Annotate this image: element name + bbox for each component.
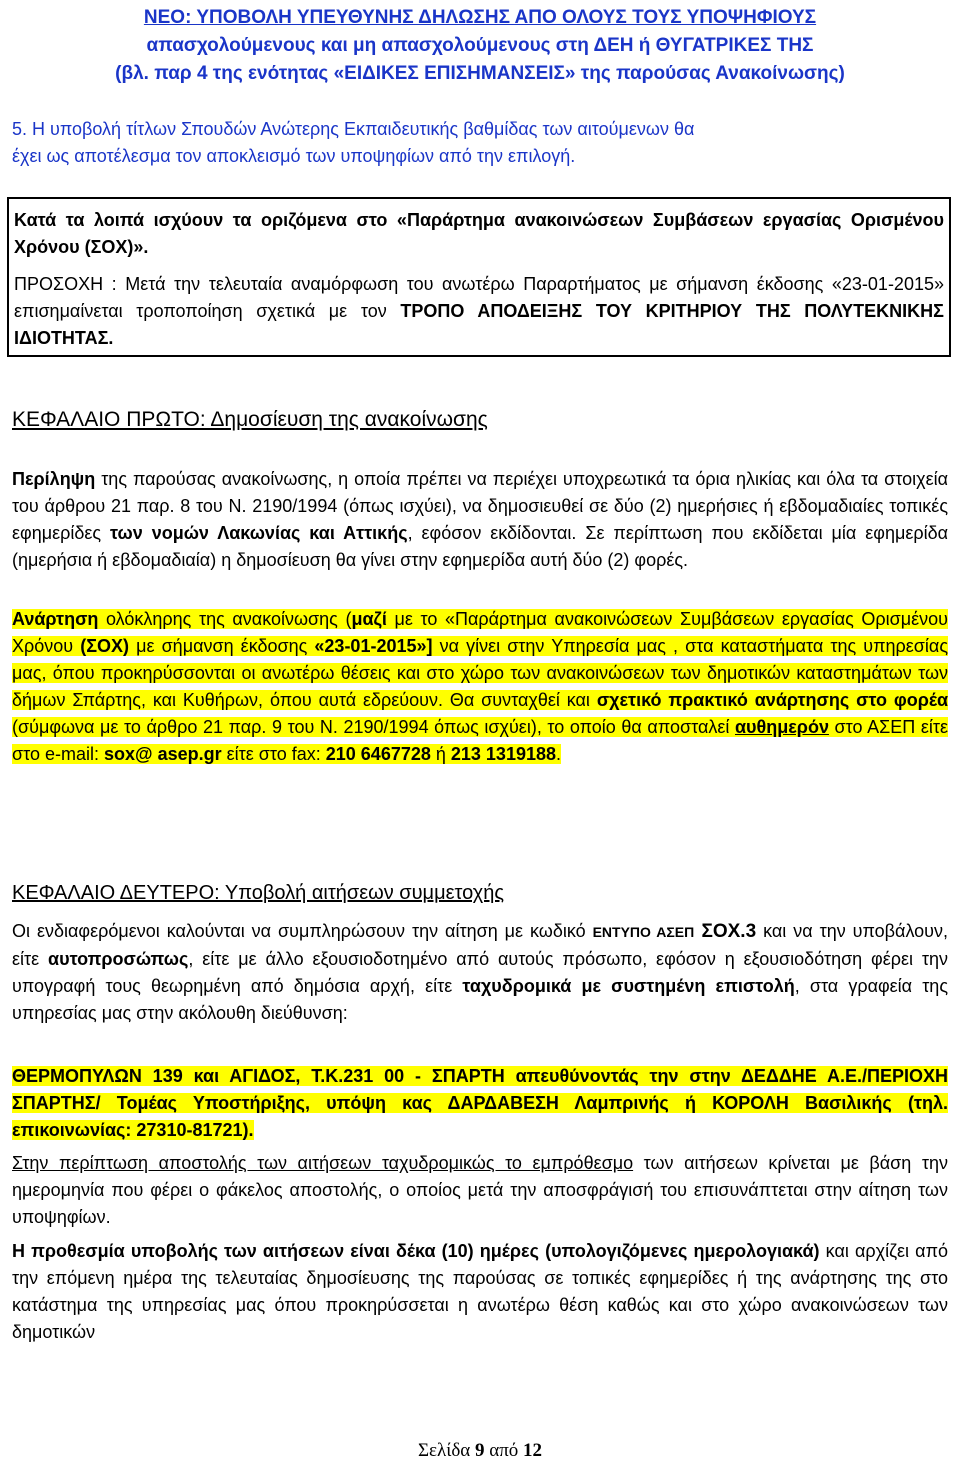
item-5-line-1: 5. Η υποβολή τίτλων Σπουδών Ανώτερης Εκπαιδευτικής βαθμίδας των αιτούμενων θα	[12, 119, 695, 139]
notice-line-2: απασχολούμενους και μη απασχολούμενους στη ΔΕΗ ή ΘΥΓΑΤΡΙΚΕΣ ΤΗΣ	[146, 35, 814, 56]
chapter-1-title: ΚΕΦΑΛΑΙΟ ΠΡΩΤΟ: Δημοσίευση της ανακοίνωσης	[12, 408, 488, 431]
page-footer: Σελίδα 9 από 12	[417, 1440, 543, 1461]
chapter-2-intro: Οι ενδιαφερόμενοι καλούνται να συμπληρώσουν την αίτηση με κωδικό ΕΝΤΥΠΟ ΑΣΕΠ ΣΟΧ.3 και να την υποβάλουν, είτε αυτοπροσώπως, είτε με άλλο εξουσιοδοτημένο από αυτούς πρόσωπο, εφόσον η εξουσιοδότηση φέρει την υπογραφή τους θεωρημένη από δημόσια αρχή, είτε ταχυδρομικά με συστημένη επιστολή, στα γραφεία της υπηρεσίας μας στην ακόλουθη διεύθυνση:	[12, 921, 949, 1023]
notice-box	[7, 197, 951, 357]
chapter-2-title: ΚΕΦΑΛΑΙΟ ΔΕΥΤΕΡΟ: Υποβολή αιτήσεων συμμετοχής	[12, 882, 504, 904]
chapter-2-deadline: Η προθεσμία υποβολής των αιτήσεων είναι δέκα (10) ημέρες (υπολογιζόμενες ημερολογιακά) και αρχίζει από την επόμενη ημέρα της τελευταίας δημοσίευσης της παρούσας σε τοπικές εφημερίδες ή της ανάρτησης της στο κατάστημα της υπηρεσίας μας όπου προκηρύσσεται η ανωτέρω θέση καθώς και στο χώρο ανακοινώσεων των δημοτικών	[12, 1241, 949, 1342]
item-5-line-2: έχει ως αποτέλεσμα τον αποκλεισμό των υποψηφίων από την επιλογή.	[12, 146, 576, 166]
box-paragraph-2: ΠΡΟΣΟΧΗ : Μετά την τελευταία αναμόρφωση του ανωτέρω Παραρτήματος με σήμανση έκδοσης «23-01-2015» επισημαίνεται τροποποίηση σχετικά με τον ΤΡΟΠΟ ΑΠΟΔΕΙΞΗΣ ΤΟΥ ΚΡΙΤΗΡΙΟΥ ΤΗΣ ΠΟΛΥΤΕΚΝΙΚΗΣ ΙΔΙΟΤΗΤΑΣ.	[14, 274, 944, 348]
chapter-2-address: ΘΕΡΜΟΠΥΛΩΝ 139 και ΑΓΙΔΟΣ, Τ.Κ.231 00 - ΣΠΑΡΤΗ απευθύνοντάς την στην ΔΕΔΔΗΕ Α.Ε./ΠΕΡΙΟΧΗ ΣΠΑΡΤΗΣ/ Τομέας Υποστήριξης, υπόψη κας ΔΑΡΔΑΒΕΣΗ Λαμπρινής ή ΚΟΡΟΛΗ Βασιλικής (τηλ. επικοινωνίας: 27310-81721).	[12, 1066, 948, 1140]
chapter-1-posting: Ανάρτηση ολόκληρης της ανακοίνωσης (μαζί με το «Παράρτημα ανακοινώσεων Συμβάσεων εργασίας Ορισμένου Χρόνου (ΣΟΧ) με σήμανση έκδοσης «23-01-2015»] να γίνει στην Υπηρεσία μας , στα καταστήματα της υπηρεσίας μας, όπου προκηρύσσονται οι ανωτέρω θέσεις και στο χώρο των ανακοινώσεων των δημοτικών καταστημάτων των δήμων Σπάρτης, και Κυθήρων, όπου αυτά εδρεύουν. Θα συνταχθεί και σχετικό πρακτικό ανάρτησης στο φορέα (σύμφωνα με το άρθρο 21 παρ. 9 του Ν. 2190/1994 όπως ισχύει), το οποίο θα αποσταλεί αυθημερόν στο ΑΣΕΠ είτε στο e-mail: sox@ asep.gr είτε στο fax: 210 6467728 ή 213 1319188.	[12, 609, 949, 764]
notice-line-3: (βλ. παρ 4 της ενότητας «ΕΙΔΙΚΕΣ ΕΠΙΣΗΜΑΝΣΕΙΣ» της παρούσας Ανακοίνωσης)	[115, 63, 845, 84]
notice-line-1: ΝΕΟ: ΥΠΟΒΟΛΗ ΥΠΕΥΘΥΝΗΣ ΔΗΛΩΣΗΣ ΑΠΟ ΟΛΟΥΣ ΤΟΥΣ ΥΠΟΨΗΦΙΟΥΣ	[143, 7, 817, 28]
item-5	[12, 116, 948, 170]
chapter-1-summary: Περίληψη της παρούσας ανακοίνωσης, η οποία πρέπει να περιέχει υποχρεωτικά τα όρια ηλικίας και όλα τα στοιχεία του άρθρου 21 παρ. 8 του Ν. 2190/1994 (όπως ισχύει), να δημοσιευθεί σε δύο (2) ημερήσιες ή εβδομαδιαίες τοπικές εφημερίδες των νομών Λακωνίας και Αττικής, εφόσον εκδίδονται. Σε περίπτωση που εκδίδεται μία εφημερίδα (ημερήσια ή εβδομαδιαία) η δημοσίευση θα γίνει στην εφημερίδα αυτή δύο (2) φορές.	[12, 469, 949, 570]
notice-header	[0, 0, 960, 88]
box-paragraph-1: Κατά τα λοιπά ισχύουν τα οριζόμενα στο «Παράρτημα ανακοινώσεων Συμβάσεων εργασίας Ορισμένου Χρόνου (ΣΟΧ)».	[14, 210, 944, 257]
chapter-2-postal: Στην περίπτωση αποστολής των αιτήσεων ταχυδρομικώς το εμπρόθεσμο των αιτήσεων κρίνεται με βάση την ημερομηνία που φέρει ο φάκελος αποστολής, ο οποίος μετά την αποσφράγισή του επισυνάπτεται στην αίτηση των υποψηφίων.	[12, 1153, 948, 1227]
